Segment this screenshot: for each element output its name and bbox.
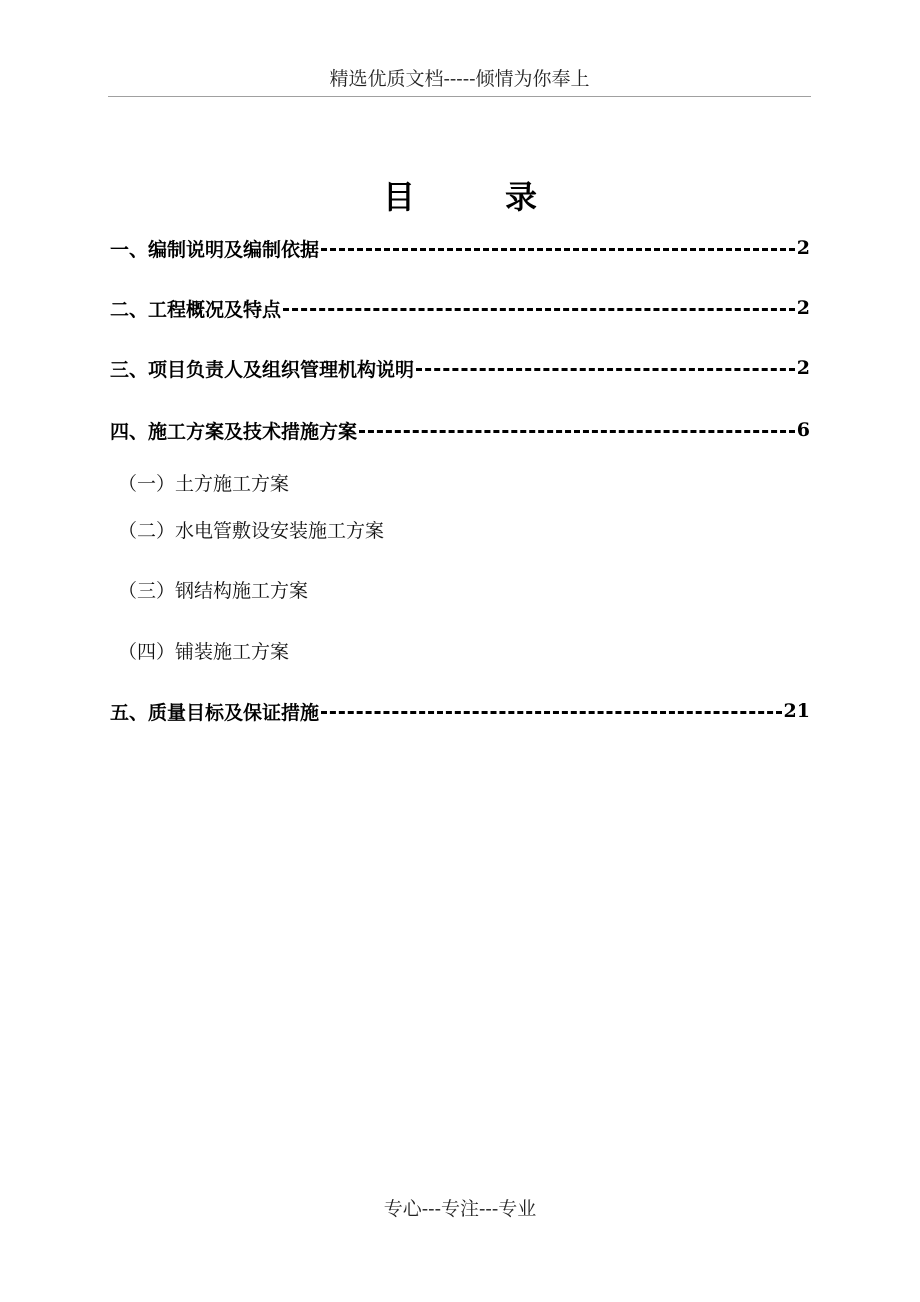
toc-dot-leader [321,248,795,251]
toc-entry-label: 五、质量目标及保证措施 [110,701,320,724]
page-footer [0,1194,920,1224]
footer-text: 专心---专注---专业 [383,1198,537,1220]
toc-entry-label: 三、项目负责人及组织管理机构说明 [110,358,415,381]
toc-title [0,170,920,220]
toc-page-number: 2 [796,237,810,259]
toc-entry-3[interactable] [110,354,810,382]
toc-page-number: 6 [796,419,810,441]
toc-entry-label: 二、工程概况及特点 [110,298,282,321]
toc-title-char-1: 目 [382,178,415,216]
toc-entry-2[interactable] [110,294,810,322]
toc-subentry-4[interactable]: （四）铺装施工方案 [118,640,290,663]
toc-entry-label: 一、编制说明及编制依据 [110,238,320,261]
toc-entry-4[interactable] [110,416,810,444]
toc-dot-leader [283,308,795,311]
toc-subentry-3[interactable]: （三）钢结构施工方案 [118,579,309,602]
header-text: 精选优质文档-----倾情为你奉上 [329,68,590,90]
toc-subentry-2[interactable]: （二）水电管敷设安装施工方案 [118,519,385,542]
page-header [108,66,811,97]
toc-subentry-1[interactable]: （一）土方施工方案 [118,472,290,495]
toc-page-number: 21 [783,700,810,722]
toc-dot-leader [416,368,795,371]
toc-title-char-2: 录 [505,178,538,216]
toc-entry-label: 四、施工方案及技术措施方案 [110,420,358,443]
toc-entry-1[interactable] [110,234,810,262]
toc-dot-leader [359,430,795,433]
toc-dot-leader [321,711,782,714]
toc-page-number: 2 [796,357,810,379]
toc-entry-5[interactable] [110,697,810,725]
toc-page-number: 2 [796,297,810,319]
